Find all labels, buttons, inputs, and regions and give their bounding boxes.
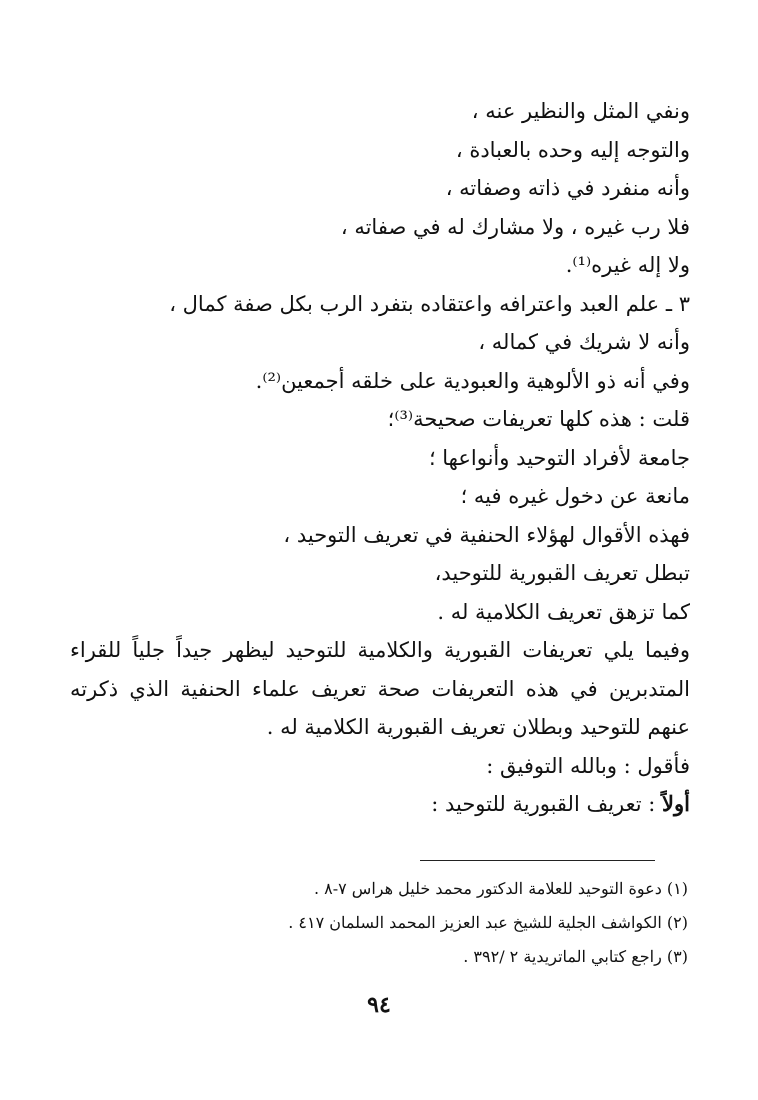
footnote-3: (٣) راجع كتابي الماتريدية ٢ /٣٩٢ . <box>463 947 688 966</box>
text-line: فلا رب غيره ، ولا مشارك له في صفاته ، <box>340 214 690 239</box>
first-heading-word: أولاً <box>662 791 690 816</box>
item-3-line: وفي أنه ذو الألوهية والعبودية على خلقه أجمعين⁽²⁾. <box>255 368 690 393</box>
main-text <box>70 92 690 824</box>
item-3-line: ٣ ـ علم العبد واعترافه واعتقاده بتفرد الرب بكل صفة كمال ، <box>169 291 690 316</box>
footnotes <box>90 872 688 974</box>
footnote-1: (١) دعوة التوحيد للعلامة الدكتور محمد خليل هراس ٧-٨ . <box>313 879 688 898</box>
comment-line: مانعة عن دخول غيره فيه ؛ <box>460 484 690 508</box>
comment-line: فهذه الأقوال لهؤلاء الحنفية في تعريف التوحيد ، <box>283 522 690 547</box>
comment-line: جامعة لأفراد التوحيد وأنواعها ؛ <box>428 445 690 470</box>
text-line: ولا إله غيره⁽¹⁾. <box>565 253 690 277</box>
text-line: والتوجه إليه وحده بالعبادة ، <box>455 137 690 162</box>
comment-line: تبطل تعريف القبورية للتوحيد، <box>434 561 690 585</box>
body-paragraph: وفيما يلي تعريفات القبورية والكلامية للتوحيد ليظهر جيداً جلياً للقراء المتدبرين في هذه التعريفات صحة تعريف علماء الحنفية الذي ذكرته عنهم للتوحيد وبطلان تعريف القبورية الكلامية له . <box>70 638 690 739</box>
footnote-2: (٢) الكواشف الجلية للشيخ عبد العزيز المحمد السلمان ٤١٧ . <box>288 913 688 932</box>
first-heading-rest: : تعريف القبورية للتوحيد : <box>431 792 663 816</box>
footnote-divider <box>420 860 655 861</box>
text-line: وأنه منفرد في ذاته وصفاته ، <box>445 176 690 200</box>
page-number: ٩٤ <box>367 992 391 1018</box>
closing-line-2 <box>70 785 690 824</box>
comment-line: كما تزهق تعريف الكلامية له . <box>437 599 690 624</box>
closing-line: فأقول : وبالله التوفيق : <box>486 753 690 778</box>
text-line: ونفي المثل والنظير عنه ، <box>471 99 690 123</box>
comment-line: قلت : هذه كلها تعريفات صحيحة⁽³⁾؛ <box>387 407 690 431</box>
item-3-line: وأنه لا شريك في كماله ، <box>478 330 690 354</box>
